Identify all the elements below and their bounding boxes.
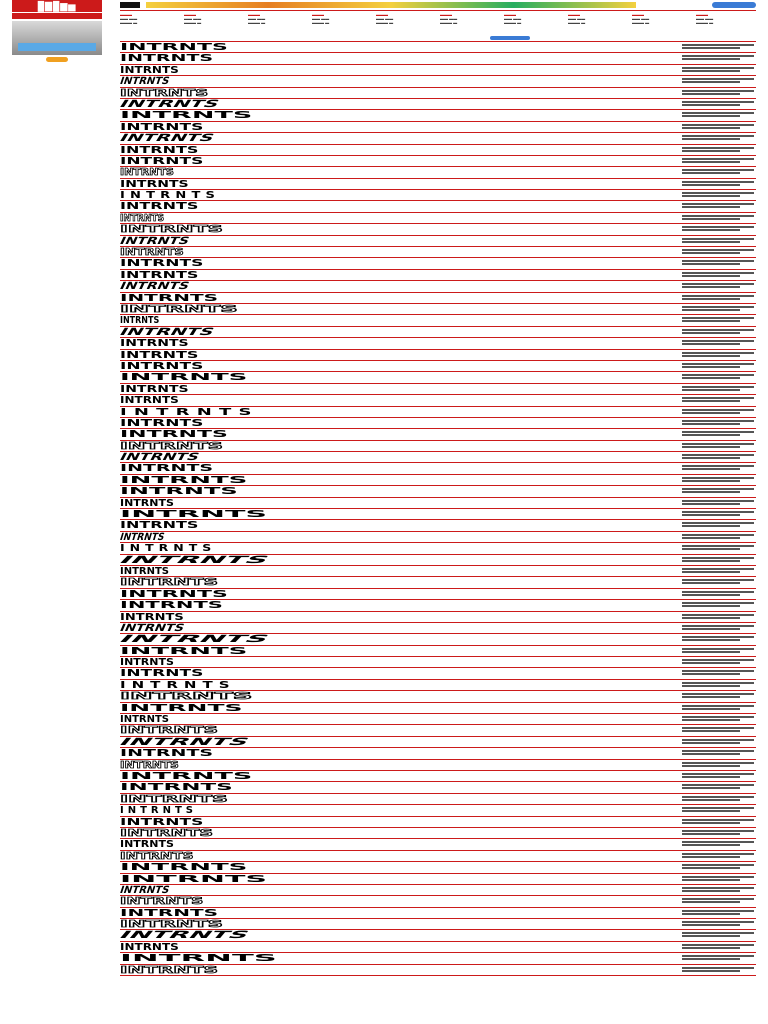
- download-box[interactable]: [682, 567, 754, 575]
- download-box[interactable]: [682, 647, 754, 655]
- download-box[interactable]: [682, 521, 754, 529]
- font-sample[interactable]: INTRNTS: [120, 588, 228, 600]
- font-row[interactable]: [120, 612, 756, 623]
- font-row[interactable]: [120, 76, 756, 87]
- download-box[interactable]: [682, 852, 754, 860]
- download-box[interactable]: [682, 271, 754, 279]
- font-sample[interactable]: INTRNTS: [120, 440, 223, 452]
- font-sample[interactable]: INTRNTS: [120, 793, 228, 805]
- download-box[interactable]: [682, 510, 754, 518]
- download-box[interactable]: [682, 954, 754, 962]
- featured-caption: [18, 43, 96, 51]
- download-box[interactable]: [682, 738, 754, 746]
- download-box[interactable]: [682, 430, 754, 438]
- download-box[interactable]: [682, 214, 754, 222]
- font-row[interactable]: [120, 646, 756, 657]
- download-box[interactable]: [682, 692, 754, 700]
- font-row[interactable]: [120, 817, 756, 828]
- download-box[interactable]: [682, 316, 754, 324]
- featured-button[interactable]: [46, 57, 68, 62]
- font-sample[interactable]: INTRNTS: [120, 941, 179, 953]
- font-sample[interactable]: INTRNTS: [120, 53, 214, 65]
- font-list: [114, 42, 756, 976]
- font-row[interactable]: [116, 326, 756, 338]
- download-box[interactable]: [682, 294, 754, 302]
- font-sample[interactable]: INTRNTS: [115, 930, 253, 942]
- font-sample[interactable]: INTRNTS: [120, 679, 236, 691]
- font-sample[interactable]: INTRNTS: [120, 919, 223, 931]
- download-box[interactable]: [682, 66, 754, 74]
- font-sample[interactable]: INTRNTS: [120, 782, 233, 794]
- font-sample[interactable]: INTRNTS: [120, 896, 204, 908]
- font-row[interactable]: [120, 475, 756, 486]
- font-sample[interactable]: INTRNTS: [120, 429, 228, 441]
- font-row[interactable]: [120, 65, 756, 76]
- download-box[interactable]: [682, 909, 754, 917]
- font-row[interactable]: [116, 133, 756, 145]
- font-sample[interactable]: INTRNTS: [120, 144, 199, 156]
- category-column-3[interactable]: ▬▬▬ ▬▬ ▬▬ ▬▬▬ ▬: [248, 13, 266, 25]
- font-row[interactable]: [120, 794, 756, 805]
- font-sample[interactable]: INTRNTS: [120, 827, 214, 839]
- font-row[interactable]: [117, 622, 756, 634]
- download-box[interactable]: [682, 419, 754, 427]
- font-sample[interactable]: INTRNTS: [120, 417, 204, 429]
- active-tab[interactable]: [490, 36, 530, 40]
- font-row[interactable]: [120, 703, 756, 714]
- download-box[interactable]: [682, 669, 754, 677]
- font-row[interactable]: [117, 452, 756, 464]
- font-row[interactable]: [120, 908, 756, 919]
- font-row[interactable]: [120, 896, 756, 907]
- download-box[interactable]: [682, 715, 754, 723]
- font-row[interactable]: [120, 771, 756, 782]
- category-column-8[interactable]: ▬▬▬ ▬▬ ▬▬ ▬▬▬ ▬: [568, 13, 586, 25]
- download-box[interactable]: [682, 43, 754, 51]
- font-row[interactable]: [120, 566, 756, 577]
- download-box[interactable]: [682, 111, 754, 119]
- font-row[interactable]: [120, 828, 756, 839]
- font-sample[interactable]: INTRNTS: [120, 839, 174, 851]
- font-sample[interactable]: INTRNTS: [120, 771, 253, 782]
- font-sample[interactable]: INTRNTS: [120, 611, 184, 623]
- font-sample[interactable]: INTRNTS: [117, 235, 192, 247]
- font-row[interactable]: [120, 53, 756, 64]
- font-row[interactable]: [120, 156, 756, 167]
- font-row[interactable]: [120, 224, 756, 235]
- download-box[interactable]: [682, 123, 754, 131]
- download-box[interactable]: [682, 100, 754, 108]
- category-column-4[interactable]: ▬▬▬ ▬▬ ▬▬ ▬▬▬ ▬: [312, 13, 330, 25]
- download-box[interactable]: [682, 442, 754, 450]
- font-sample[interactable]: INTRNTS: [120, 691, 253, 703]
- font-sample[interactable]: INTRNTS: [120, 657, 174, 669]
- download-box[interactable]: [682, 681, 754, 689]
- download-box[interactable]: [682, 157, 754, 165]
- site-logo-subtitle: [12, 13, 102, 19]
- font-row[interactable]: [120, 839, 756, 850]
- font-sample[interactable]: INTRNTS: [117, 622, 187, 634]
- font-row[interactable]: [120, 88, 756, 99]
- font-sample[interactable]: INTRNTS: [117, 452, 202, 464]
- download-box[interactable]: [682, 635, 754, 643]
- download-box[interactable]: [682, 396, 754, 404]
- font-sample[interactable]: INTRNTS: [120, 303, 238, 315]
- font-sample[interactable]: INTRNTS: [120, 509, 268, 521]
- download-box[interactable]: [682, 624, 754, 632]
- download-box[interactable]: [682, 77, 754, 85]
- download-box[interactable]: [682, 248, 754, 256]
- download-box[interactable]: [682, 89, 754, 97]
- download-box[interactable]: [682, 863, 754, 871]
- download-box[interactable]: [682, 544, 754, 552]
- font-row[interactable]: [120, 293, 756, 304]
- font-sample[interactable]: INTRNTS: [120, 167, 174, 179]
- download-box[interactable]: [682, 875, 754, 883]
- download-box[interactable]: [682, 385, 754, 393]
- font-row[interactable]: [120, 589, 756, 600]
- font-sample[interactable]: INTRNTS: [118, 531, 166, 543]
- download-box[interactable]: [682, 556, 754, 564]
- download-box[interactable]: [682, 168, 754, 176]
- download-box[interactable]: [682, 259, 754, 267]
- font-row[interactable]: [120, 885, 756, 896]
- font-row[interactable]: [120, 201, 756, 212]
- font-row[interactable]: [120, 862, 756, 873]
- font-row[interactable]: [120, 167, 756, 178]
- download-box[interactable]: [682, 943, 754, 951]
- download-box[interactable]: [682, 351, 754, 359]
- font-sample[interactable]: INTRNTS: [120, 805, 198, 817]
- font-sample[interactable]: INTRNTS: [120, 201, 199, 213]
- download-box[interactable]: [682, 282, 754, 290]
- ad-banner[interactable]: [146, 2, 636, 8]
- download-box[interactable]: [682, 487, 754, 495]
- font-row[interactable]: [117, 281, 756, 293]
- font-sample[interactable]: INTRNTS: [115, 736, 253, 748]
- header-button[interactable]: [712, 2, 756, 8]
- font-sample[interactable]: INTRNTS: [120, 725, 219, 737]
- category-column-9[interactable]: ▬▬▬ ▬▬ ▬▬ ▬▬▬ ▬: [632, 13, 650, 25]
- font-row[interactable]: [120, 384, 756, 395]
- font-sample[interactable]: INTRNTS: [118, 76, 171, 88]
- category-column-10[interactable]: ▬▬▬ ▬▬ ▬▬ ▬▬▬ ▬: [696, 13, 714, 25]
- font-sample[interactable]: INTRNTS: [120, 714, 170, 726]
- site-logo[interactable]: █▇█▆▅: [12, 0, 102, 12]
- download-box[interactable]: [682, 613, 754, 621]
- font-row[interactable]: [120, 577, 756, 588]
- font-sample[interactable]: INTRNTS: [118, 884, 171, 896]
- download-box[interactable]: [682, 772, 754, 780]
- font-sample[interactable]: INTRNTS: [114, 634, 273, 646]
- font-row[interactable]: [120, 441, 756, 452]
- font-row[interactable]: [120, 680, 756, 691]
- font-sample[interactable]: INTRNTS: [120, 64, 179, 76]
- font-row[interactable]: [120, 532, 756, 543]
- download-box[interactable]: [682, 339, 754, 347]
- font-row[interactable]: [120, 509, 756, 520]
- font-row[interactable]: [120, 543, 756, 554]
- font-row[interactable]: [114, 634, 756, 646]
- font-sample[interactable]: INTRNTS: [120, 292, 219, 304]
- font-sample[interactable]: INTRNTS: [120, 212, 165, 224]
- download-box[interactable]: [682, 180, 754, 188]
- font-row[interactable]: [115, 930, 756, 942]
- font-sample[interactable]: INTRNTS: [120, 190, 221, 202]
- font-row[interactable]: [120, 760, 756, 771]
- download-box[interactable]: [682, 829, 754, 837]
- font-sample[interactable]: INTRNTS: [120, 349, 199, 361]
- download-box[interactable]: [682, 658, 754, 666]
- font-row[interactable]: [120, 145, 756, 156]
- sidebar: [12, 0, 102, 60]
- download-box[interactable]: [682, 578, 754, 586]
- font-sample[interactable]: INTRNTS: [120, 338, 189, 350]
- font-sample[interactable]: INTRNTS: [120, 224, 223, 236]
- font-row[interactable]: [120, 122, 756, 133]
- font-sample[interactable]: INTRNTS: [120, 907, 219, 919]
- font-row[interactable]: [120, 657, 756, 668]
- font-sample[interactable]: INTRNTS: [120, 953, 277, 965]
- download-box[interactable]: [682, 806, 754, 814]
- font-row[interactable]: [120, 407, 756, 418]
- font-row[interactable]: [116, 98, 756, 110]
- font-row[interactable]: [120, 498, 756, 509]
- font-row[interactable]: [120, 350, 756, 361]
- font-row[interactable]: [120, 179, 756, 190]
- download-box[interactable]: [682, 146, 754, 154]
- font-row[interactable]: [120, 953, 756, 964]
- font-sample[interactable]: INTRNTS: [120, 395, 179, 407]
- font-row[interactable]: [115, 736, 756, 748]
- font-sample[interactable]: INTRNTS: [120, 360, 204, 372]
- font-sample[interactable]: INTRNTS: [120, 486, 238, 498]
- font-row[interactable]: [120, 315, 756, 326]
- font-row[interactable]: [120, 520, 756, 531]
- font-sample[interactable]: INTRNTS: [120, 178, 189, 190]
- download-box[interactable]: [682, 499, 754, 507]
- category-column-2[interactable]: ▬▬▬ ▬▬ ▬▬ ▬▬▬ ▬: [184, 13, 202, 25]
- font-sample[interactable]: INTRNTS: [120, 850, 194, 862]
- font-row[interactable]: [120, 600, 756, 611]
- download-box[interactable]: [682, 601, 754, 609]
- font-row[interactable]: [120, 247, 756, 258]
- font-row[interactable]: [120, 42, 756, 53]
- category-column-1[interactable]: ▬▬▬ ▬▬ ▬▬ ▬▬▬ ▬: [120, 13, 138, 25]
- font-row[interactable]: [120, 361, 756, 372]
- font-sample[interactable]: INTRNTS: [120, 577, 219, 589]
- font-row[interactable]: [120, 748, 756, 759]
- font-row[interactable]: [120, 418, 756, 429]
- font-sample[interactable]: INTRNTS: [116, 133, 217, 145]
- font-row[interactable]: [120, 190, 756, 201]
- download-box[interactable]: [682, 328, 754, 336]
- font-sample[interactable]: INTRNTS: [120, 42, 228, 53]
- font-row[interactable]: [120, 942, 756, 953]
- font-sample[interactable]: INTRNTS: [120, 816, 204, 828]
- font-row[interactable]: [114, 554, 756, 566]
- download-box[interactable]: [682, 464, 754, 472]
- font-row[interactable]: [120, 463, 756, 474]
- font-sample[interactable]: INTRNTS: [114, 554, 273, 566]
- font-sample[interactable]: INTRNTS: [120, 702, 243, 714]
- font-row[interactable]: [120, 965, 756, 976]
- featured-image[interactable]: [12, 21, 102, 55]
- download-box[interactable]: [682, 966, 754, 974]
- font-sample[interactable]: INTRNTS: [120, 497, 174, 509]
- download-box[interactable]: [682, 134, 754, 142]
- font-row[interactable]: [120, 110, 756, 121]
- font-sample[interactable]: INTRNTS: [120, 862, 248, 874]
- font-sample[interactable]: INTRNTS: [120, 964, 219, 976]
- font-row[interactable]: [120, 725, 756, 736]
- download-box[interactable]: [682, 761, 754, 769]
- download-box[interactable]: [682, 920, 754, 928]
- font-sample[interactable]: INTRNTS: [120, 748, 214, 760]
- download-box[interactable]: [682, 408, 754, 416]
- font-row[interactable]: [120, 851, 756, 862]
- mini-logo-icon[interactable]: [120, 2, 140, 8]
- font-sample[interactable]: INTRNTS: [120, 121, 204, 133]
- font-sample[interactable]: INTRNTS: [120, 543, 217, 555]
- font-sample[interactable]: INTRNTS: [120, 315, 160, 327]
- download-box[interactable]: [682, 362, 754, 370]
- font-sample[interactable]: INTRNTS: [120, 269, 199, 281]
- font-row[interactable]: [120, 919, 756, 930]
- download-box[interactable]: [682, 237, 754, 245]
- font-sample[interactable]: INTRNTS: [120, 463, 214, 475]
- download-box[interactable]: [682, 305, 754, 313]
- category-column-6[interactable]: ▬▬▬ ▬▬ ▬▬ ▬▬▬ ▬: [440, 13, 458, 25]
- download-box[interactable]: [682, 476, 754, 484]
- font-sample[interactable]: INTRNTS: [120, 155, 204, 167]
- font-sample[interactable]: INTRNTS: [120, 520, 199, 532]
- font-row[interactable]: [120, 874, 756, 885]
- font-sample[interactable]: INTRNTS: [120, 600, 223, 612]
- font-sample[interactable]: INTRNTS: [120, 258, 204, 270]
- category-row: [120, 10, 756, 28]
- download-box[interactable]: [682, 795, 754, 803]
- font-row[interactable]: [120, 668, 756, 679]
- font-row[interactable]: [120, 714, 756, 725]
- top-bar: [120, 2, 756, 8]
- download-box[interactable]: [682, 749, 754, 757]
- font-sample[interactable]: INTRNTS: [116, 98, 222, 110]
- download-box[interactable]: [682, 818, 754, 826]
- font-row[interactable]: [120, 304, 756, 315]
- font-sample[interactable]: INTRNTS: [120, 668, 204, 680]
- category-column-7[interactable]: ▬▬▬ ▬▬ ▬▬ ▬▬▬ ▬: [504, 13, 522, 25]
- download-box[interactable]: [682, 373, 754, 381]
- download-box[interactable]: [682, 533, 754, 541]
- font-sample[interactable]: INTRNTS: [120, 759, 179, 771]
- font-row[interactable]: [117, 235, 756, 247]
- download-box[interactable]: [682, 886, 754, 894]
- font-row[interactable]: [120, 691, 756, 702]
- download-box[interactable]: [682, 704, 754, 712]
- category-column-5[interactable]: ▬▬▬ ▬▬ ▬▬ ▬▬▬ ▬: [376, 13, 394, 25]
- download-box[interactable]: [682, 931, 754, 939]
- font-row[interactable]: [120, 338, 756, 349]
- font-row[interactable]: [120, 270, 756, 281]
- download-box[interactable]: [682, 202, 754, 210]
- download-box[interactable]: [682, 840, 754, 848]
- font-sample[interactable]: INTRNTS: [117, 281, 192, 293]
- font-row[interactable]: [120, 782, 756, 793]
- font-sample[interactable]: INTRNTS: [120, 645, 248, 657]
- download-box[interactable]: [682, 453, 754, 461]
- font-row[interactable]: [120, 213, 756, 224]
- font-sample[interactable]: INTRNTS: [120, 474, 248, 486]
- font-sample[interactable]: INTRNTS: [120, 383, 189, 395]
- download-box[interactable]: [682, 54, 754, 62]
- download-box[interactable]: [682, 225, 754, 233]
- font-row[interactable]: [120, 258, 756, 269]
- download-box[interactable]: [682, 590, 754, 598]
- font-row[interactable]: [120, 805, 756, 816]
- font-row[interactable]: [120, 429, 756, 440]
- font-sample[interactable]: INTRNTS: [120, 565, 170, 577]
- font-row[interactable]: [120, 372, 756, 383]
- font-sample[interactable]: INTRNTS: [120, 110, 253, 122]
- font-sample[interactable]: INTRNTS: [120, 406, 259, 418]
- download-box[interactable]: [682, 783, 754, 791]
- font-row[interactable]: [120, 486, 756, 497]
- font-sample[interactable]: INTRNTS: [120, 87, 209, 99]
- download-box[interactable]: [682, 897, 754, 905]
- font-sample[interactable]: INTRNTS: [120, 372, 248, 384]
- font-sample[interactable]: INTRNTS: [116, 326, 217, 338]
- font-sample[interactable]: INTRNTS: [120, 247, 184, 259]
- font-row[interactable]: [120, 395, 756, 406]
- font-sample[interactable]: INTRNTS: [120, 873, 268, 885]
- download-box[interactable]: [682, 191, 754, 199]
- download-box[interactable]: [682, 726, 754, 734]
